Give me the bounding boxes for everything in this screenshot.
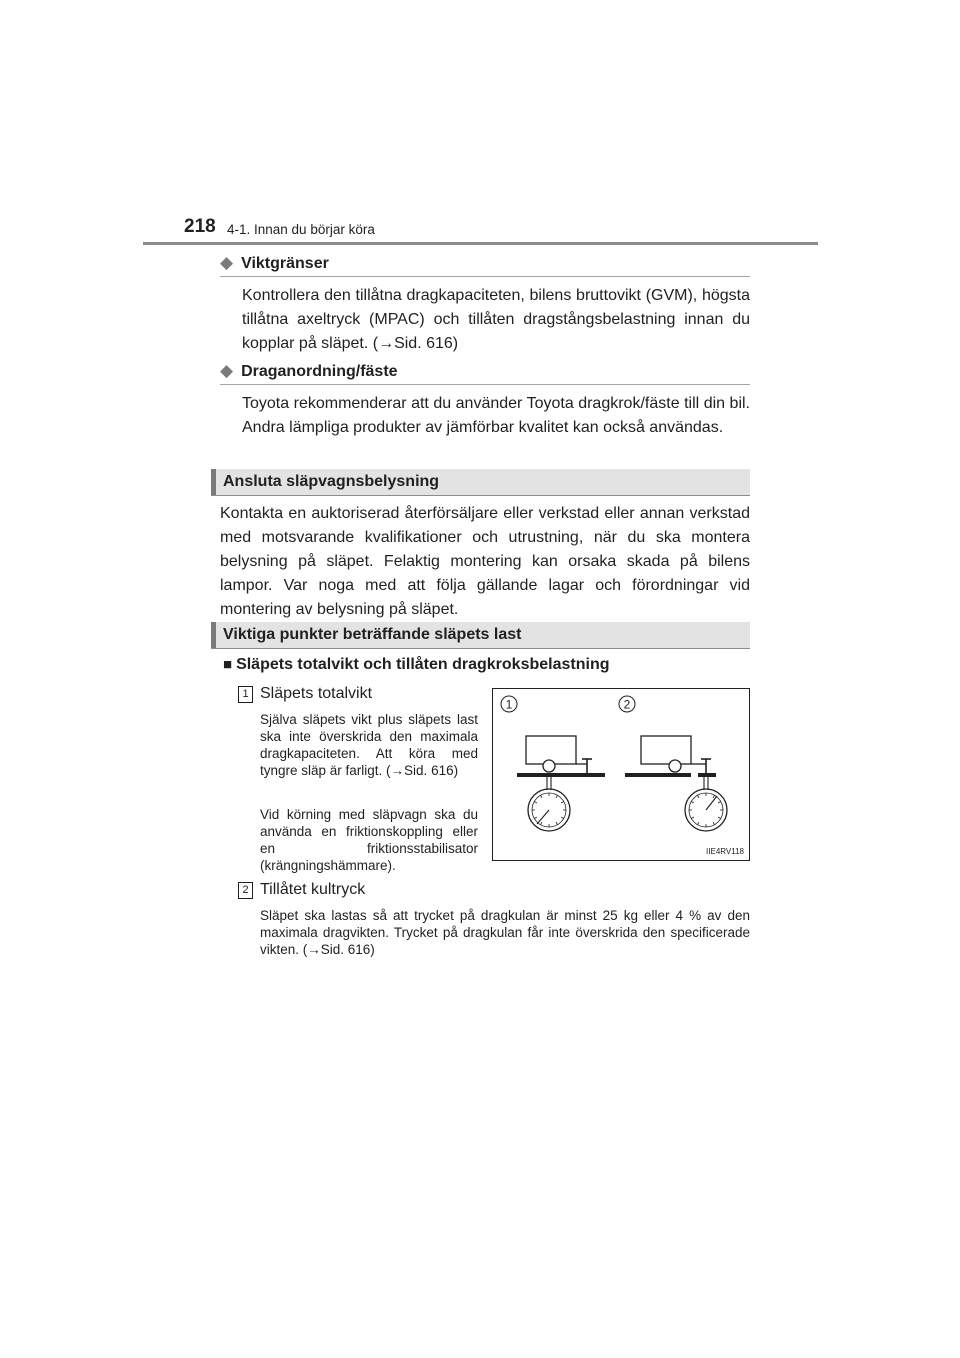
dial-tick (561, 802, 564, 804)
weight-limits-text: Kontrollera den tillåtna dragkapaciteten, bilens bruttovikt (GVM), högsta tillåtna axeltryck (MPAC) och tillåten dragstångsbelastning innan du kopplar på släpet. (→Sid. 616) (242, 287, 750, 352)
subheading-weight-limits-text: Viktgränser (241, 255, 329, 272)
diamond-icon: ◆ (220, 361, 234, 380)
item-number-1: 1 (238, 686, 253, 703)
page-number: 218 (184, 216, 216, 237)
dial-tick (556, 822, 558, 825)
dial-tick (541, 822, 543, 825)
tongue-weight-text: Släpet ska lastas så att trycket på dragkulan är minst 25 kg eller 4 % av den maximala dragvikten. Trycket på dragkulan får inte överskrida den specificerade vikten. (→Sid. 616) (260, 908, 750, 957)
section-heading-bar (211, 622, 216, 648)
trailer-body (641, 736, 691, 764)
ground-bar (625, 773, 691, 777)
scale-needle (706, 796, 717, 810)
section-heading-trailer-lights (211, 469, 750, 496)
hitch-text: Toyota rekommenderar att du använder Toyota dragkrok/fäste till din bil. Andra lämpliga produkter av jämförbar kvalitet kan också användas. (242, 395, 750, 436)
subheading-weight-limits (220, 253, 750, 275)
dial-tick (534, 817, 537, 819)
dial-tick (713, 795, 715, 798)
dial-tick (713, 822, 715, 825)
square-bullet-icon: ■ (223, 656, 233, 673)
dial-tick (698, 822, 700, 825)
dial-tick (561, 817, 564, 819)
dial-tick (691, 817, 694, 819)
item-title-tongue-weight: Tillåtet kultryck (260, 881, 366, 898)
stabilizer-text: Vid körning med släpvagn ska du använda en friktionskoppling eller en friktionsstabilisator (krängningshämmare). (260, 807, 478, 873)
subheading-hitch (220, 361, 750, 383)
dial-tick (534, 802, 537, 804)
section-heading-trailer-load (211, 622, 750, 649)
section-heading-trailer-load-text: Viktiga punkter beträffande släpets last (223, 626, 522, 643)
subheading-hitch-text: Draganordning/fäste (241, 363, 398, 380)
chapter-title: 4-1. Innan du börjar köra (227, 222, 375, 237)
trailer-lights-text: Kontakta en auktoriserad återförsäljare eller verkstad eller annan verkstad med motsvarande kvalifikationer och utrustning, när du ska montera belysning på släpet. Felaktig montering kan orsaka skada på bilens lampor. Var noga med att följa gällande lagar och förordningar vid montering av belysning på släpet. (220, 505, 750, 618)
dial-tick (718, 802, 721, 804)
item-title-gross-weight: Släpets totalvikt (260, 685, 373, 702)
dial-tick (698, 795, 700, 798)
subheading-rule (220, 384, 750, 385)
scale-diagram-svg (493, 689, 749, 860)
section-heading-trailer-lights-text: Ansluta släpvagnsbelysning (223, 473, 440, 490)
dial-tick (541, 795, 543, 798)
dial-tick (691, 802, 694, 804)
scale-needle (537, 810, 549, 824)
figure-code: IIE4RV118 (706, 847, 744, 856)
diamond-icon: ◆ (220, 253, 234, 272)
scale-platform (517, 773, 605, 777)
dial-tick (556, 795, 558, 798)
gross-weight-text: Själva släpets vikt plus släpets last ska inte överskrida den maximala dragkapaciteten. Att köra med tyngre släp är farligt. (→Sid. 616) (260, 712, 478, 778)
trailer-total-weight-scene (517, 736, 605, 831)
item-number-2: 2 (238, 882, 253, 899)
trailer-wheel (543, 760, 555, 772)
bullet-heading (223, 656, 609, 674)
bullet-heading-text: Släpets totalvikt och tillåten dragkroksbelastning (236, 656, 610, 673)
scale-platform (698, 773, 716, 777)
section-heading-bar (211, 469, 216, 495)
header-rule (143, 242, 818, 245)
callout-label-2: 2 (623, 697, 631, 712)
trailer-weight-illustration (492, 688, 750, 861)
callout-label-1: 1 (505, 697, 513, 712)
dial-tick (718, 817, 721, 819)
tongue-weight-scene (625, 736, 727, 831)
subheading-rule (220, 276, 750, 277)
trailer-wheel (669, 760, 681, 772)
